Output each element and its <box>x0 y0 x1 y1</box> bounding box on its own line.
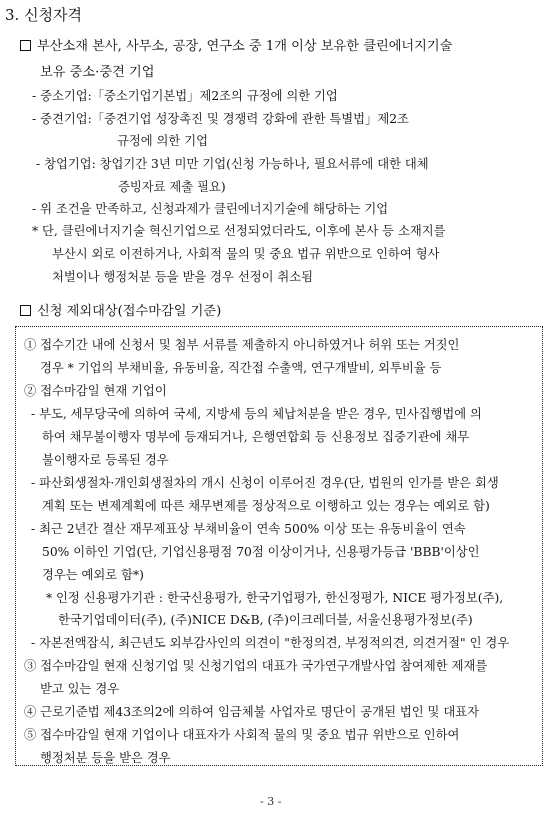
section-title: 3. 신청자격 <box>5 6 83 24</box>
exclusion-line: - 파산회생절차·개인회생절차의 개시 신청이 이루어진 경우(단, 법원의 인가를 받은 회생 <box>31 476 499 490</box>
eligibility-item: - 중소기업:「중소기업기본법」제2조의 규정에 의한 기업 <box>32 89 338 103</box>
exclusion-line: 하여 채무불이행자 명부에 등재되거나, 은행연합회 등 신용정보 집중기관에 채무 <box>42 430 470 444</box>
eligibility-item: - 창업기업: 창업기간 3년 미만 기업(신청 가능하나, 필요서류에 대한 대체 <box>36 157 429 171</box>
eligibility-item-continued: 규정에 의한 기업 <box>117 134 208 148</box>
eligibility-note-continued: 처벌이나 행정처분 등을 받을 경우 선정이 취소됨 <box>52 270 314 284</box>
exclusion-line: - 최근 2년간 결산 재무제표상 부채비율이 연속 500% 이상 또는 유동비율이 연속 <box>31 522 466 536</box>
eligibility-note-continued: 부산시 외로 이전하거나, 사회적 물의 및 중요 법규 위반으로 인하여 형사 <box>52 247 440 261</box>
exclusion-line: ⑤ 접수마감일 현재 기업이나 대표자가 사회적 물의 및 중요 법규 위반으로 인하여 <box>24 728 460 742</box>
page-number: - 3 - <box>260 795 282 808</box>
checkbox-square-icon <box>20 305 31 316</box>
exclusion-header <box>20 300 221 319</box>
eligibility-header-line1: 부산소재 본사, 사무소, 공장, 연구소 중 1개 이상 보유한 클린에너지기술 <box>37 39 453 54</box>
exclusion-note: * 인정 신용평가기관 : 한국신용평가, 한국기업평가, 한신정평가, NICE 평가정보(주), <box>46 591 504 605</box>
exclusion-line: ③ 접수마감일 현재 신청기업 및 신청기업의 대표가 국가연구개발사업 참여제한 제재를 <box>24 659 488 673</box>
exclusion-line: 경우는 예외로 함*) <box>42 568 144 582</box>
exclusion-title: 신청 제외대상(접수마감일 기준) <box>37 304 222 319</box>
checkbox-square-icon <box>20 40 31 51</box>
exclusion-line: ④ 근로기준법 제43조의2에 의하여 임금체불 사업자로 명단이 공개된 법인 및 대표자 <box>24 705 479 719</box>
exclusion-note: 한국기업데이터(주), (주)NICE D&B, (주)이크레더블, 서울신용평가정보(주) <box>58 613 473 627</box>
exclusion-line: ② 접수마감일 현재 기업이 <box>24 384 167 398</box>
eligibility-header <box>20 35 452 54</box>
exclusion-line: 받고 있는 경우 <box>40 682 120 696</box>
exclusion-line: - 자본전액잠식, 최근년도 외부감사인의 의견이 "한정의견, 부정적의견, 의견거절" 인 경우 <box>31 636 510 650</box>
exclusion-line: ① 접수기간 내에 신청서 및 첨부 서류를 제출하지 아니하였거나 허위 또는 거짓인 <box>24 338 460 352</box>
exclusion-line: 불이행자로 등록된 경우 <box>42 453 169 467</box>
eligibility-note: * 단, 클린에너지기술 혁신기업으로 선정되었더라도, 이후에 본사 등 소재지를 <box>32 224 446 238</box>
exclusion-line: 계획 또는 변제계획에 따른 채무변제를 정상적으로 이행하고 있는 경우는 예외로 함) <box>42 499 490 513</box>
eligibility-item-continued: 증빙자료 제출 필요) <box>118 180 226 194</box>
eligibility-item: - 위 조건을 만족하고, 신청과제가 클린에너지기술에 해당하는 기업 <box>32 202 389 216</box>
eligibility-header-line2: 보유 중소·중견 기업 <box>40 65 155 80</box>
exclusion-line: 행정처분 등을 받은 경우 <box>40 751 171 765</box>
exclusion-line: 50% 이하인 기업(단, 기업신용평점 70점 이상이거나, 신용평가등급 'BBB'이상인 <box>42 545 480 559</box>
exclusion-line: - 부도, 세무당국에 의하여 국세, 지방세 등의 체납처분을 받은 경우, 민사집행법에 의 <box>31 407 482 421</box>
exclusion-line: 경우 * 기업의 부채비율, 유동비율, 직간접 수출액, 연구개발비, 외투비율 등 <box>40 361 442 375</box>
eligibility-item: - 중견기업:「중견기업 성장촉진 및 경쟁력 강화에 관한 특별법」제2조 <box>32 112 409 126</box>
